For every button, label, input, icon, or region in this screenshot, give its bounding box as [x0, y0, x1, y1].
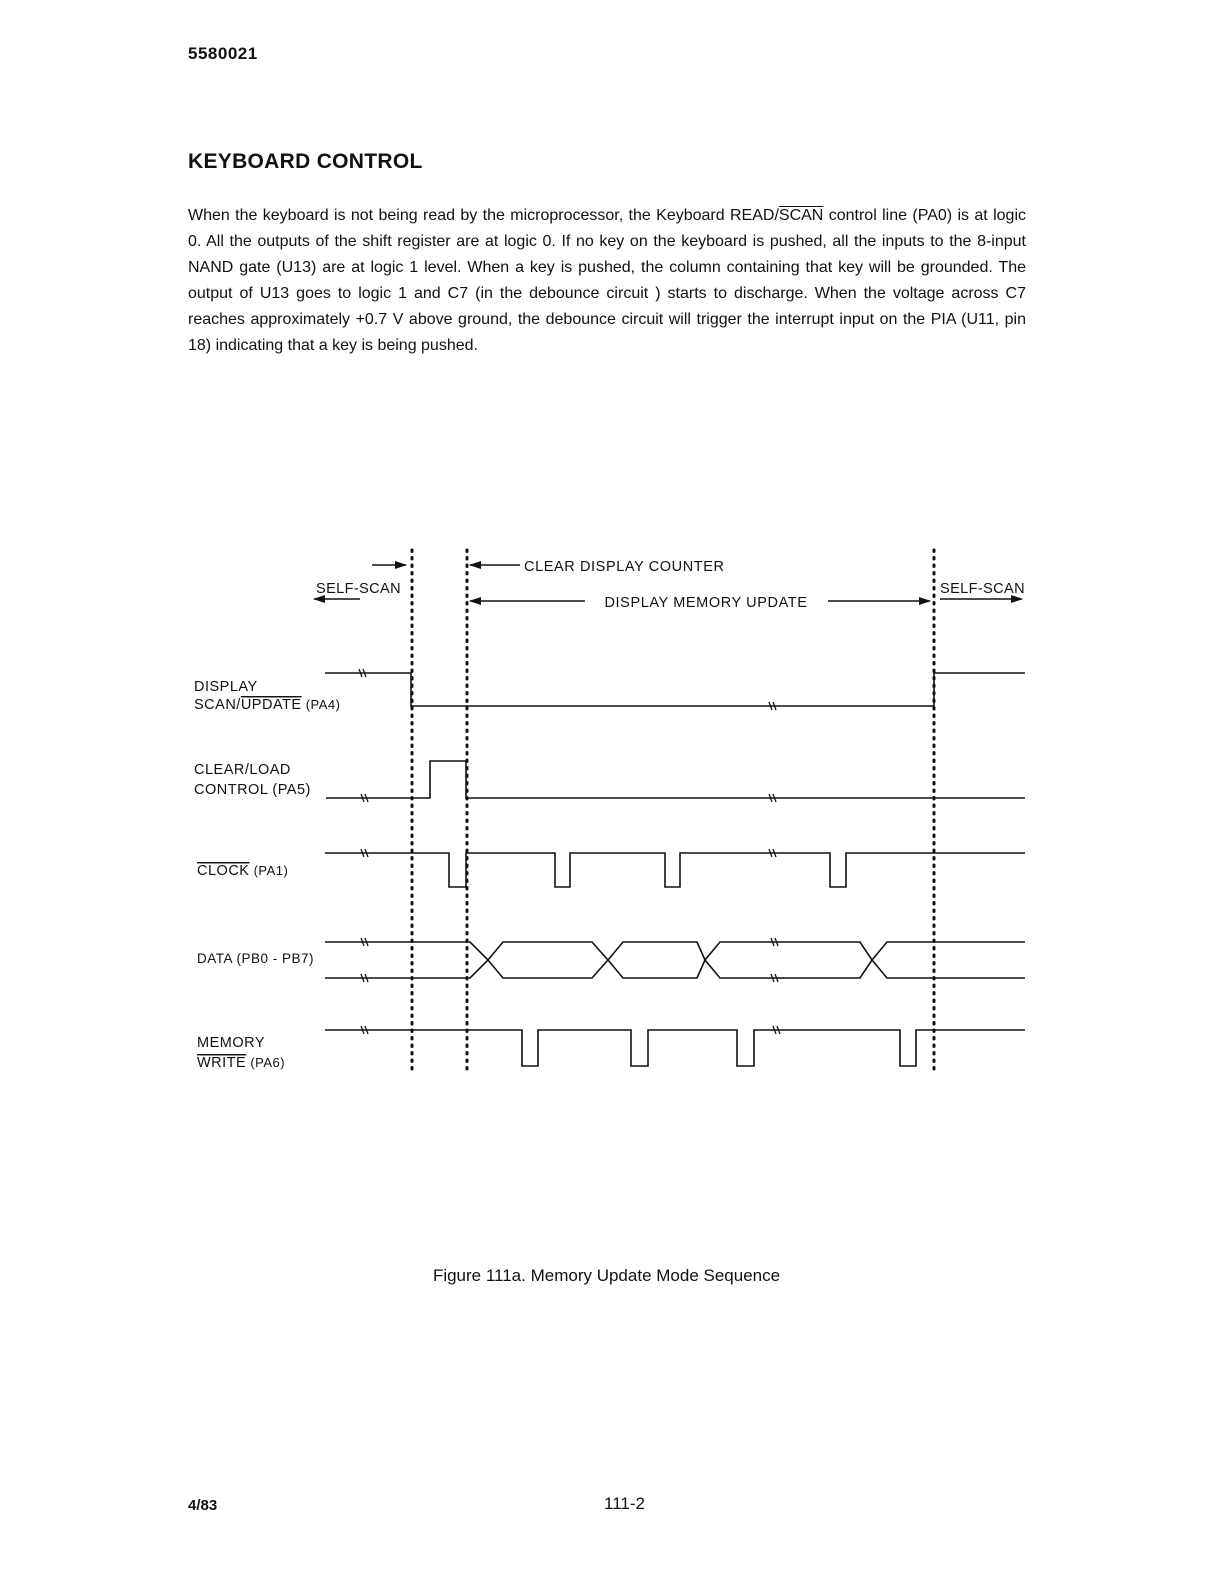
document-number: 5580021 [188, 44, 258, 63]
waveform-clear-load-pa5 [326, 761, 1025, 798]
display-label-overline: UPDATE [240, 697, 302, 713]
display-label-suffix: (PA4) [301, 697, 341, 712]
label-self-scan-left: SELF-SCAN [316, 581, 401, 597]
label-display-memory-update: DISPLAY MEMORY UPDATE [604, 595, 808, 611]
clock-label-suffix: (PA1) [249, 863, 289, 878]
memory-write-label-line1: MEMORY [197, 1035, 265, 1051]
clock-label [197, 863, 288, 879]
break-symbols [359, 669, 780, 1034]
footer-date: 4/83 [188, 1497, 218, 1514]
display-label-line1: DISPLAY [194, 679, 258, 695]
display-label-line2 [194, 697, 340, 713]
memory-write-label-line2 [197, 1055, 285, 1071]
signal-labels [194, 679, 340, 1071]
waveform-data-top [325, 942, 1025, 960]
waveform-memory-write-pa6 [325, 1030, 1025, 1066]
memory-write-label-suffix: (PA6) [246, 1055, 286, 1070]
paragraph-part-1: When the keyboard is not being read by the microprocessor, the Keyboard READ/ [188, 207, 779, 224]
paragraph-overline-scan: SCAN [778, 207, 824, 224]
waveform-data-bottom [325, 960, 1025, 978]
display-label-prefix: SCAN/ [194, 697, 241, 713]
clock-label-overline: CLOCK [197, 863, 250, 879]
figure-caption: Figure 111a. Memory Update Mode Sequence [432, 1266, 781, 1285]
data-label: DATA (PB0 - PB7) [197, 951, 315, 966]
memory-write-label-overline: WRITE [197, 1055, 247, 1071]
paragraph-part-2: control line (PA0) is at logic 0. All the outputs of the shift register are at logic 0. If no key on the keyboard is pushed, all the inputs to the 8-input NAND gate (U13) are at logic 1 level. When a key is pushed, the column containing that key will be grounded. The output of U13 goes to logic 1 and C7 (in the debounce circuit ) starts to discharge. When the voltage across C7 reaches approximately +0.7 V above ground, the debounce circuit will trigger the interrupt input on the PIA (U11, pin 18) indicating that a key is being pushed. [188, 207, 1026, 354]
clear-load-label-line1: CLEAR/LOAD [194, 762, 291, 778]
waveform-display-pa4 [325, 673, 1025, 706]
waveforms [325, 673, 1025, 1066]
section-heading: KEYBOARD CONTROL [188, 150, 423, 173]
label-self-scan-right: SELF-SCAN [940, 581, 1025, 597]
waveform-clock-pa1 [325, 853, 1025, 887]
label-clear-display-counter: CLEAR DISPLAY COUNTER [524, 559, 725, 575]
page-number: 111-2 [604, 1494, 645, 1513]
clear-load-label-line2: CONTROL (PA5) [194, 782, 311, 798]
reference-lines [412, 550, 934, 1070]
